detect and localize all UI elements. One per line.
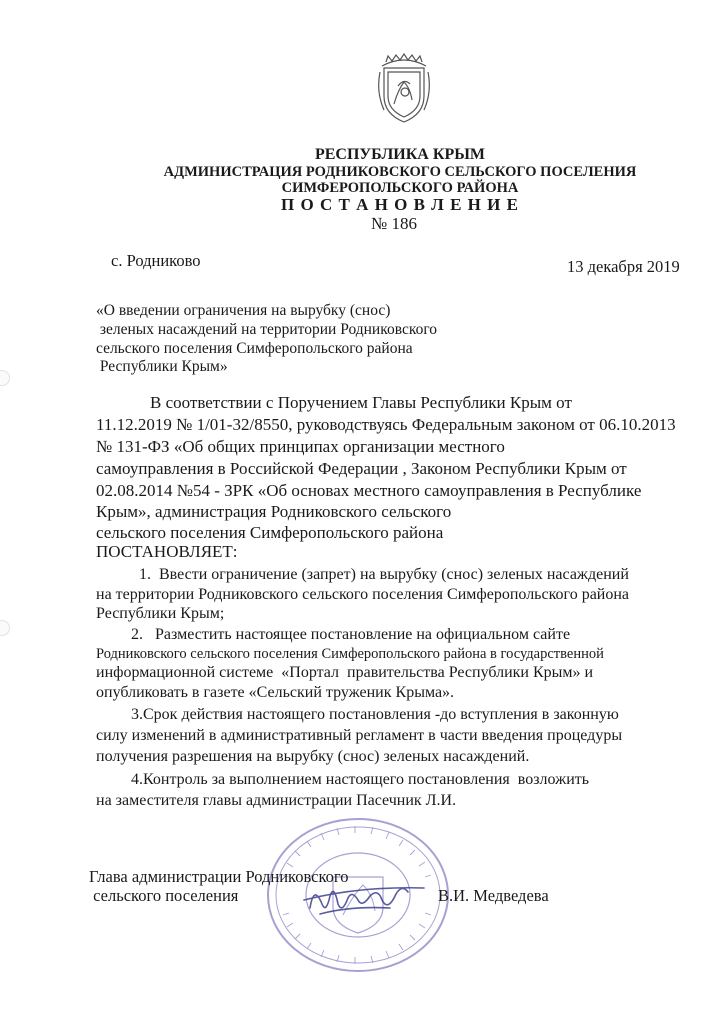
- document-number: № 186: [371, 214, 417, 233]
- signatory-position-continued: сельского поселения: [89, 886, 239, 905]
- subject-line: Республики Крым»: [96, 358, 228, 375]
- item-line: опубликовать в газете «Сельский труженик Крыма».: [96, 684, 455, 701]
- item-line: 1. Ввести ограничение (запрет) на вырубку (снос) зеленых насаждений: [139, 566, 629, 583]
- subject-line: сельского поселения Симферопольского района: [96, 340, 413, 357]
- preamble-line: 02.08.2014 №54 - ЗРК «Об основах местного самоуправления в Республике: [96, 481, 642, 500]
- item-line: 2. Разместить настоящее постановление на официальном сайте: [131, 626, 571, 643]
- item-line: на территории Родниковского сельского поселения Симферопольского района: [96, 586, 630, 603]
- signatory-position: Глава администрации Родниковского: [89, 867, 349, 886]
- district-title: СИМФЕРОПОЛЬСКОГО РАЙОНА: [281, 180, 519, 196]
- republic-title: РЕСПУБЛИКА КРЫМ: [314, 146, 486, 163]
- item-line: Родниковского сельского поселения Симферопольского района в государственной: [96, 646, 604, 662]
- item-line: 4.Контроль за выполнением настоящего постановления возложить: [131, 771, 590, 788]
- preamble-line: 11.12.2019 № 1/01-32/8550, руководствуясь Федеральным законом от 06.10.2013: [96, 415, 676, 434]
- preamble-line: сельского поселения Симферопольского района: [96, 523, 444, 542]
- place: с. Родниково: [111, 251, 201, 270]
- punch-hole-mark: [0, 370, 10, 386]
- item-line: на заместителя главы администрации Пасечник Л.И.: [96, 792, 457, 809]
- item-line: получения разрешения на вырубку (снос) зеленых насаждений.: [96, 748, 530, 765]
- signatory-name: В.И. Медведева: [438, 886, 549, 905]
- preamble-line: самоуправления в Российской Федерации , Законом Республики Крым от: [96, 459, 627, 478]
- item-line: информационной системе «Портал правительства Республики Крым» и: [96, 664, 594, 681]
- item-line: силу изменений в административный регламент в части введения процедуры: [96, 727, 623, 744]
- document-type: П О С Т А Н О В Л Е Н И Е: [281, 195, 519, 214]
- subject-line: «О введении ограничения на вырубку (снос): [96, 302, 391, 319]
- administration-title: АДМИНИСТРАЦИЯ РОДНИКОВСКОГО СЕЛЬСКОГО ПОСЕЛЕНИЯ: [163, 164, 637, 180]
- preamble-line: Крым», администрация Родниковского сельского: [96, 502, 452, 521]
- punch-hole-mark: [0, 620, 10, 636]
- document-date: 13 декабря 2019: [567, 257, 680, 276]
- preamble-line: № 131-ФЗ «Об общих принципах организации местного: [96, 437, 505, 456]
- item-line: 3.Срок действия настоящего постановления -до вступления в законную: [131, 706, 619, 723]
- preamble-line: В соответствии с Поручением Главы Республики Крым от: [150, 393, 572, 412]
- item-line: Республики Крым;: [96, 605, 225, 622]
- resolves-heading: ПОСТАНОВЛЯЕТ:: [96, 542, 238, 561]
- coat-of-arms-emblem: [374, 52, 434, 127]
- subject-line: зеленых насаждений на территории Родниковского: [96, 321, 438, 338]
